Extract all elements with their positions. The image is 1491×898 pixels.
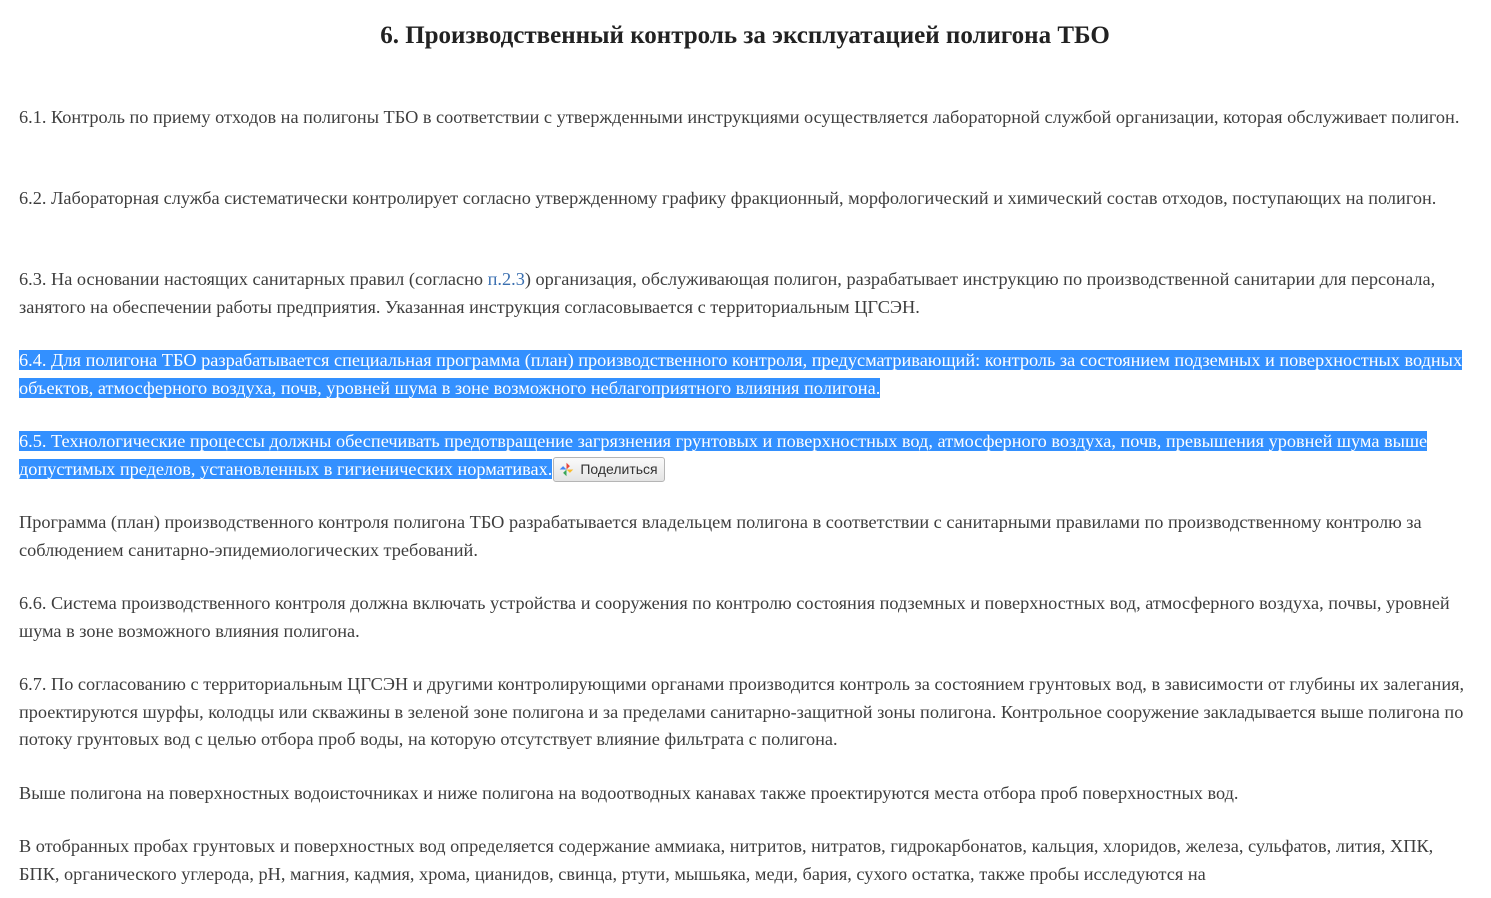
share-button[interactable] [553,457,664,482]
selected-text-6-4: 6.4. Для полигона ТБО разрабатывается специальная программа (план) производственного контроля, предусматривающий: контроль за состоянием подземных и поверхностных водных объектов, атмосферного воздуха, почв, уровней шума в зоне возможного неблагоприятного влияния полигона. [19,350,1463,398]
link-p2-3[interactable]: п.2.3 [487,269,525,289]
paragraph-6-2: 6.2. Лабораторная служба систематически контролирует согласно утвержденному графику фракционный, морфологический и химический состав отходов, поступающих на полигон. [19,188,1437,208]
share-icon [558,461,575,478]
paragraph-6-7: 6.7. По согласованию с территориальным ЦГСЭН и другими контролирующими органами производится контроль за состоянием грунтовых вод, в зависимости от глубины их залегания, проектируются шурфы, колодцы или скважины в зеленой зоне полигона и за пределами санитарно-защитной зоны полигона. Контрольное сооружение закладывается выше полигона по потоку грунтовых вод с целью отбора проб воды, на которую отсутствует влияние фильтрата с полигона. [19,674,1465,749]
selected-text-6-5: 6.5. Технологические процессы должны обеспечивать предотвращение загрязнения грунтовых и поверхностных вод, атмосферного воздуха, почв, превышения уровней шума выше допустимых пределов, установленных в гигиенических нормативах. [19,431,1428,479]
paragraph-6-5 [19,428,1471,483]
paragraph-samples: В отобранных пробах грунтовых и поверхностных вод определяется содержание аммиака, нитритов, нитратов, гидрокарбонатов, кальция, хлоридов, железа, сульфатов, лития, ХПК, БПК, органического углерода, pH, магния, кадмия, хрома, цианидов, свинца, ртути, мышьяка, меди, бария, сухого остатка, также пробы исследуются на [19,836,1434,884]
paragraph-6-1: 6.1. Контроль по приему отходов на полигоны ТБО в соответствии с утвержденными инструкциями осуществляется лабораторной службой организации, которая обслуживает полигон. [19,107,1460,127]
share-button-label: Поделиться [580,460,658,477]
page-title: 6. Производственный контроль за эксплуатацией полигона ТБО [380,22,1110,49]
paragraph-program: Программа (план) производственного контроля полигона ТБО разрабатывается владельцем полигона в соответствии с санитарными правилами по производственному контролю за соблюдением санитарно-эпидемиологических требований. [19,512,1422,560]
article [19,0,1471,884]
paragraph-6-3-before: 6.3. На основании настоящих санитарных правил (согласно [19,269,488,289]
paragraph-6-3-after: ) организация, обслуживающая полигон, разрабатывает инструкцию по производственной санитарии для персонала, занятого на обеспечении работы предприятия. Указанная инструкция согласовывается с территориальным ЦГСЭН. [19,269,1436,317]
paragraph-above-polygon: Выше полигона на поверхностных водоисточниках и ниже полигона на водоотводных канавах также проектируются места отбора проб поверхностных вод. [19,783,1239,803]
paragraph-6-6: 6.6. Система производственного контроля должна включать устройства и сооружения по контролю состояния подземных и поверхностных вод, атмосферного воздуха, почвы, уровней шума в зоне возможного влияния полигона. [19,593,1450,641]
paragraph-6-4 [19,347,1471,402]
paragraph-6-3 [19,266,1471,321]
